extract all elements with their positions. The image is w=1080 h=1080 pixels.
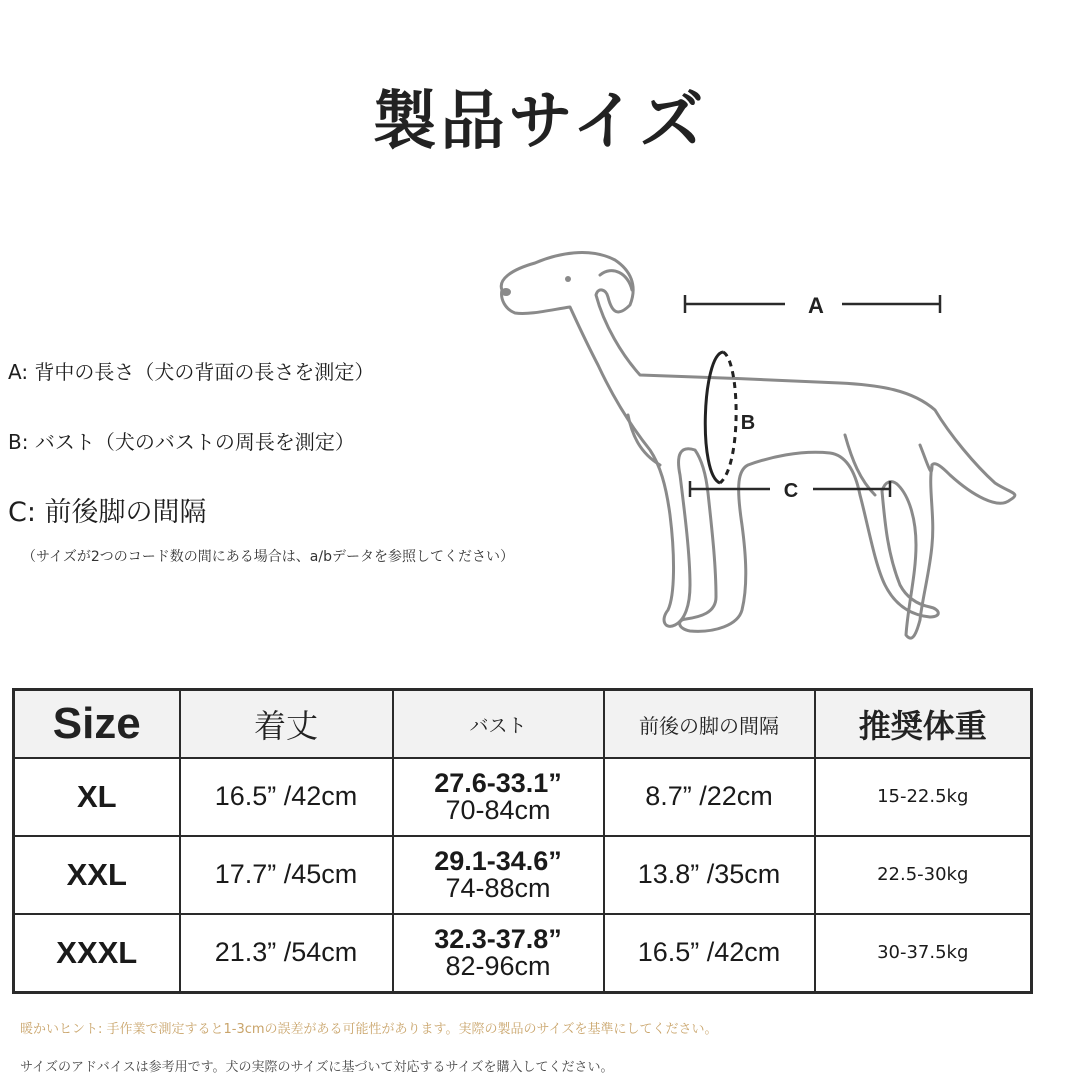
table-row [14,758,1032,836]
table-row [14,836,1032,914]
cell-bust-cm: 74-88cm [445,872,551,903]
label-a: A [808,293,824,318]
legend-c: C: 前後脚の間隔 [8,497,207,528]
cell-bust-inch: 27.6-33.1” [434,767,562,798]
dog-outline [501,253,1015,639]
label-c: C [783,480,799,502]
label-b: B [740,412,756,434]
cell-length: 21.3” /54cm [180,914,393,993]
cell-bust-inch: 29.1-34.6” [434,845,562,876]
cell-size: XXXL [14,914,180,993]
header-weight: 推奨体重 [815,690,1032,759]
cell-leg-distance: 16.5” /42cm [604,914,815,993]
size-advice: サイズのアドバイスは参考用です。犬の実際のサイズに基づいて対応するサイズを購入してください。 [20,1060,614,1075]
cell-bust-cm: 82-96cm [445,950,551,981]
cell-weight: 30-37.5kg [815,914,1032,993]
size-table [12,688,1033,994]
dog-eye [501,276,571,296]
cell-bust-cm: 70-84cm [445,794,551,825]
cell-length: 16.5” /42cm [180,758,393,836]
cell-size: XL [14,758,180,836]
cell-leg-distance: 13.8” /35cm [604,836,815,914]
legend-note: （サイズが2つのコード数の間にある場合は、a/bデータを参照してください） [22,549,514,565]
header-leg-distance: 前後の脚の間隔 [604,690,815,759]
page-title: 製品サイズ [372,85,708,159]
table-row [14,914,1032,993]
cell-bust [393,758,604,836]
cell-weight: 15-22.5kg [815,758,1032,836]
warm-hint: 暖かいヒント: 手作業で測定すると1-3cmの誤差がある可能性があります。実際の製品のサイズを基準にしてください。 [20,1022,718,1037]
cell-bust-inch: 32.3-37.8” [434,923,562,954]
legend-b: B: バスト（犬のバストの周長を測定） [8,430,355,454]
legend-a: A: 背中の長さ（犬の背面の長さを測定） [8,360,375,384]
table-header-row [14,690,1032,759]
header-size: Size [14,690,180,759]
cell-bust [393,836,604,914]
cell-leg-distance: 8.7” /22cm [604,758,815,836]
dog-diagram [480,225,1040,665]
header-length: 着丈 [180,690,393,759]
cell-length: 17.7” /45cm [180,836,393,914]
measure-b [705,352,736,483]
cell-bust [393,914,604,993]
header-bust: バスト [393,690,604,759]
cell-size: XXL [14,836,180,914]
cell-weight: 22.5-30kg [815,836,1032,914]
